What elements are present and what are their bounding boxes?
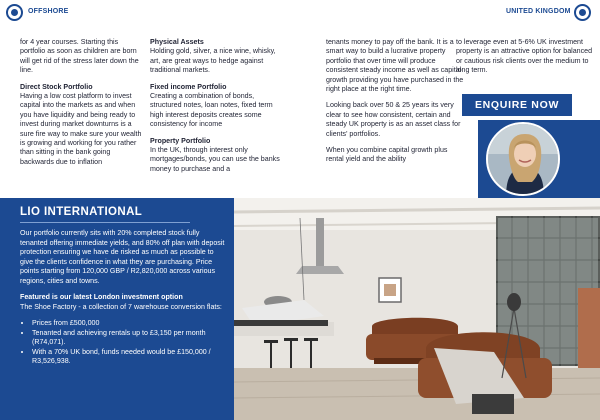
property-portfolio-section bbox=[150, 137, 284, 175]
enquire-now-button[interactable]: ENQUIRE NOW bbox=[462, 94, 572, 116]
col3-paragraph-2: Looking back over 50 & 25 years its very clear to see how consistent, certain and steady UK property is as an asset class for clients' portfolios. bbox=[326, 101, 461, 138]
text-column-3 bbox=[326, 38, 466, 172]
bullet-item: • Tenanted and achieving rentals up to £3,150 per month (R74,071). bbox=[32, 329, 228, 348]
logo-icon-left bbox=[6, 4, 23, 21]
loft-interior-image bbox=[234, 198, 600, 420]
property-portfolio-heading: Property Portfolio bbox=[150, 136, 211, 145]
intro-paragraph: for 4 year courses. Starting this portfolio as soon as children are born will get rid of the stress later down the line. bbox=[20, 38, 139, 75]
featured-section bbox=[20, 293, 228, 312]
physical-assets-section bbox=[150, 38, 284, 76]
featured-heading: Featured is our latest London investment option bbox=[20, 293, 183, 301]
bullet-item: • Prices from £500,000 bbox=[32, 319, 228, 329]
physical-assets-text: Holding gold, silver, a nice wine, whisky, art, are great ways to hedge against traditional markets. bbox=[150, 47, 276, 75]
section-label-offshore: OFFSHORE bbox=[28, 8, 69, 15]
title-divider bbox=[20, 222, 190, 223]
direct-stock-text: Having a low cost platform to invest capital into the markets as and when you have liquidity and being ready to invest during market downturns is a sure fire way to make sure your wealth is growing and working for you rather than sitting in the bank going backwards due to inflation bbox=[20, 92, 142, 166]
direct-stock-section bbox=[20, 83, 145, 168]
featured-bullets bbox=[32, 319, 228, 367]
text-column-1 bbox=[20, 38, 145, 174]
lio-international-title: LIO INTERNATIONAL bbox=[20, 206, 143, 218]
text-column-4 bbox=[456, 38, 598, 83]
direct-stock-heading: Direct Stock Portfolio bbox=[20, 82, 93, 91]
section-label-uk: UNITED KINGDOM bbox=[506, 8, 571, 15]
page-header bbox=[0, 0, 600, 28]
lio-intro: Our portfolio currently sits with 20% completed stock fully tenanted offering immediate yields, and 80% off plan with deposit protection ensuring we have de risked as much as possible to give the clients confidence in what they are purchasing. Price points starting from 120,000 GBP / R2,820,000 across various regions, cities and towns. bbox=[20, 229, 225, 285]
logo-icon-right bbox=[574, 4, 591, 21]
text-column-2 bbox=[150, 38, 284, 181]
property-portfolio-text: In the UK, through interest only mortgages/bonds, you can use the banks money to purchase and a bbox=[150, 146, 280, 173]
fixed-income-heading: Fixed income Portfolio bbox=[150, 82, 227, 91]
bullet-item: • With a 70% UK bond, funds needed would be £150,000 / R3,526,938. bbox=[32, 348, 228, 367]
col4-paragraph-1: to leverage even at 5-6% UK investment property is an attractive option for balanced or cautious risk clients over the medium to long term. bbox=[456, 38, 593, 75]
fixed-income-section bbox=[150, 83, 284, 130]
col3-paragraph-3: When you combine capital growth plus rental yield and the ability bbox=[326, 146, 448, 164]
lio-international-body bbox=[20, 229, 228, 367]
loft-interior-photo bbox=[234, 198, 600, 420]
avatar bbox=[486, 122, 560, 196]
featured-text: The Shoe Factory - a collection of 7 warehouse conversion flats: bbox=[20, 302, 222, 311]
physical-assets-heading: Physical Assets bbox=[150, 38, 204, 46]
fixed-income-text: Creating a combination of bonds, structured notes, loan notes, fixed term high interest deposits creates some consistency for income bbox=[150, 92, 273, 129]
col3-paragraph-1: tenants money to pay off the bank. It is a smart way to build a lucrative property portfolio that over time will produce consistent steady income as well as capital growth providing you have purchased in the right place at the right time. bbox=[326, 38, 464, 94]
